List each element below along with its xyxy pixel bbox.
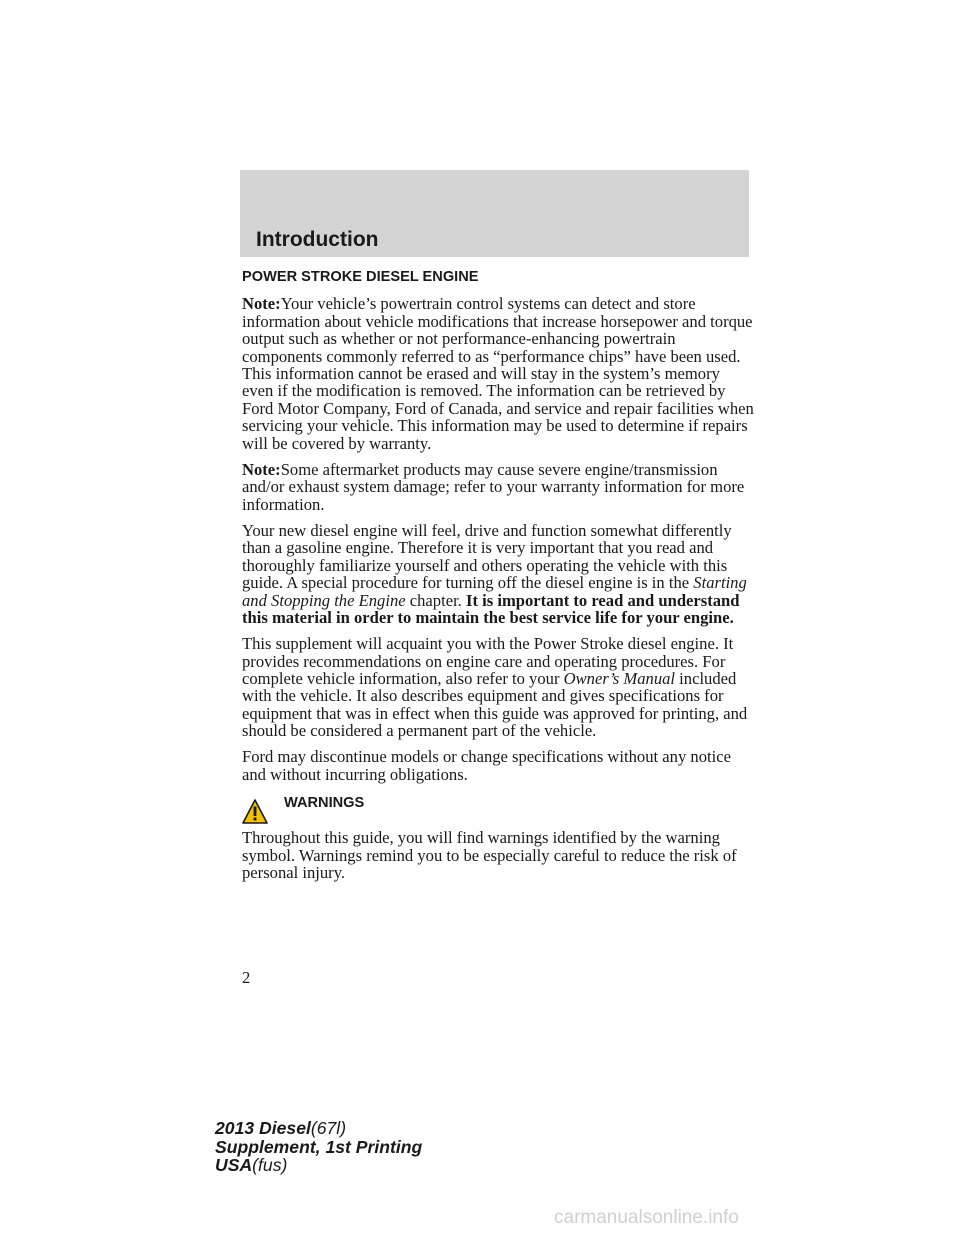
paragraph-diesel-engine: [242, 522, 754, 626]
paragraph-ford-notice: [242, 748, 754, 783]
section-heading: POWER STROKE DIESEL ENGINE: [242, 269, 479, 285]
chapter-reference: Starting and Stopping the Engine: [242, 573, 747, 610]
footer-market: USA: [215, 1155, 253, 1176]
footer-model: 2013 Diesel: [215, 1118, 311, 1138]
paragraph-text: included with the vehicle. It also describes equipment and gives specifications for equipment that was in effect when this guide was approved for printing, and should be considered a permanent part of the vehicle.: [242, 668, 748, 741]
page-title: Introduction: [256, 228, 379, 251]
paragraph-note-powertrain: [242, 295, 754, 452]
page-number: 2: [242, 968, 251, 987]
warnings-heading-row: [242, 795, 754, 823]
paragraph-text: chapter.: [405, 590, 466, 610]
footer-line-1: [215, 1119, 422, 1138]
paragraph-supplement: [242, 635, 754, 739]
footer-code: (67l): [310, 1118, 347, 1138]
warnings-text: Throughout this guide, you will find warnings identified by the warning symbol. Warnings remind you to be especially careful to reduce the risk of personal injury.: [242, 828, 737, 882]
watermark: carmanualsonline.info: [554, 1207, 739, 1228]
paragraph-text: Ford may discontinue models or change specifications without any notice and without incurring obligations.: [242, 747, 731, 784]
important-notice: It is important to read and understand this material in order to maintain the best service life for your engine.: [242, 590, 740, 627]
paragraph-text: Your new diesel engine will feel, drive and function somewhat differently than a gasoline engine. Therefore it is very important that you read and thoroughly familiarize yourself and others operating the vehicle with this guide. A special procedure for turning off the diesel engine is in the: [242, 520, 732, 593]
note-label: Note:: [242, 294, 281, 314]
owners-manual-reference: Owner’s Manual: [563, 668, 676, 688]
warning-triangle-icon: [242, 799, 268, 825]
paragraph-note-aftermarket: [242, 461, 754, 513]
footer-market-code: (fus): [252, 1155, 288, 1176]
paragraph-text: Some aftermarket products may cause severe engine/transmission and/or exhaust system damage; refer to your warranty information for more information.: [242, 459, 745, 514]
footer-line-2: Supplement, 1st Printing: [215, 1136, 423, 1157]
footer-imprint: [215, 1119, 422, 1175]
header-band: [240, 170, 749, 257]
note-label: Note:: [242, 459, 281, 479]
paragraph-text: Your vehicle’s powertrain control systems can detect and store information about vehicle modifications that increase horsepower and torque output such as whether or not performance-enhancing powertrain components commonly referred to as “performance chips” have been used. This information cannot be erased and will stay in the system’s memory even if the modification is removed. The information can be retrieved by Ford Motor Company, Ford of Canada, and service and repair facilities when servicing your vehicle. This information may be used to determine if repairs will be covered by warranty.: [242, 294, 754, 453]
warnings-heading: WARNINGS: [284, 795, 365, 812]
footer-line-3: [215, 1156, 422, 1175]
main-content: [242, 269, 754, 890]
paragraph-text: This supplement will acquaint you with the Power Stroke diesel engine. It provides recommendations on engine care and operating procedures. For complete vehicle information, also refer to your: [242, 634, 734, 688]
